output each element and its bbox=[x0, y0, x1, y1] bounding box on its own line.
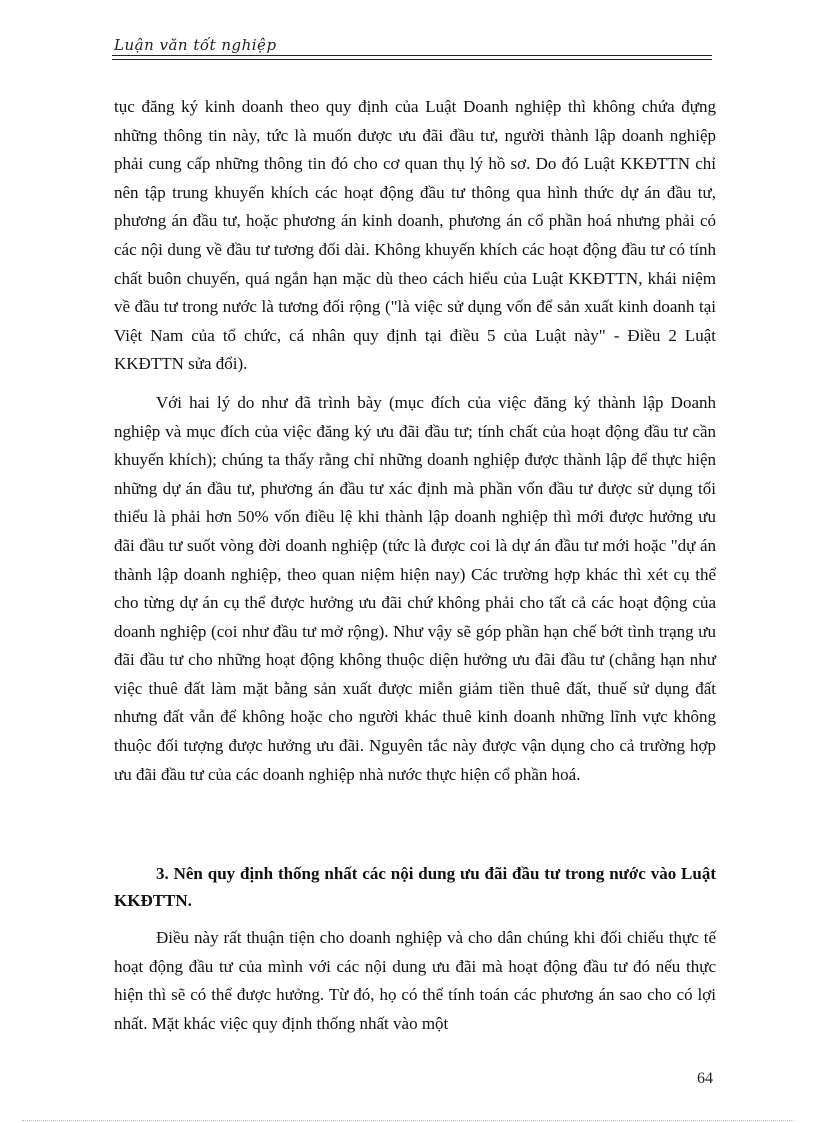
paragraph-2: Với hai lý do như đã trình bày (mục đích của việc đăng ký thành lập Doanh nghiệp và mục đích của việc đăng ký ưu đãi đầu tư; tính chất của hoạt động đầu tư cần khuyến khích); chúng ta thấy rằng chỉ những doanh nghiệp được thành lập để thực hiện những dự án đầu tư, phương án đầu tư xác định mà phần vốn đầu tư được sử dụng tối thiểu là phải hơn 50% vốn điều lệ khi thành lập doanh nghiệp thì mới được hưởng ưu đãi đầu tư suốt vòng đời doanh nghiệp (tức là được coi là dự án đầu tư mới hoặc "dự án thành lập doanh nghiệp, theo quan niệm hiện nay) Các trường hợp khác thì xét cụ thể cho từng dự án cụ thể được hưởng ưu đãi chứ không phải cho tất cả các hoạt động của doanh nghiệp (coi như đầu tư mở rộng). Như vậy sẽ góp phần hạn chế bớt tình trạng ưu đãi đầu tư cho những hoạt động không thuộc diện hưởng ưu đãi đầu tư (chẳng hạn như việc thuê đất làm mặt bằng sản xuất được miễn giảm tiền thuê đất, thuế sử dụng đất nhưng đất vẫn để không hoặc cho người khác thuê kinh doanh những lĩnh vực không thuộc đối tượng được hưởng ưu đãi. Nguyên tắc này được vận dụng cho cả trường hợp ưu đãi đầu tư của các doanh nghiệp nhà nước thực hiện cổ phần hoá. bbox=[114, 392, 716, 784]
header-rule bbox=[112, 55, 712, 56]
page-number: 64 bbox=[697, 1070, 713, 1087]
header-rule-thin bbox=[112, 59, 712, 60]
paragraph-1: tục đăng ký kinh doanh theo quy định của Luật Doanh nghiệp thì không chứa đựng những thông tin này, tức là muốn được ưu đãi đầu tư, người thành lập doanh nghiệp phải cung cấp những thông tin đó cho cơ quan thụ lý hồ sơ. Do đó Luật KKĐTTN chỉ nên tập trung khuyến khích các hoạt động đầu tư thông qua hình thức dự án đầu tư, phương án đầu tư, hoặc phương án kinh doanh, phương án cổ phần hoá nhưng phải có các nội dung về đầu tư tương đối dài. Không khuyến khích các hoạt động đầu tư có tính chất buôn chuyến, quá ngắn hạn mặc dù theo cách hiểu của Luật KKĐTTN, khái niệm về đầu tư trong nước là tương đối rộng ("là việc sử dụng vốn để sản xuất kinh doanh tại Việt Nam của tổ chức, cá nhân quy định tại điều 5 của Luật này" - Điều 2 Luật KKĐTTN sửa đổi). bbox=[114, 97, 716, 374]
footer-divider bbox=[22, 1120, 794, 1121]
running-header: Luận văn tốt nghiệp bbox=[114, 36, 277, 54]
section-heading: 3. Nên quy định thống nhất các nội dung ưu đãi đầu tư trong nước vào Luật KKĐTTN. bbox=[114, 864, 716, 910]
paragraph-3: Điều này rất thuận tiện cho doanh nghiệp và cho dân chúng khi đối chiếu thực tế hoạt động đầu tư của mình với các nội dung ưu đãi mà hoạt động đầu tư đó nếu thực hiện thì sẽ có thể được hưởng. Từ đó, họ có thể tính toán các phương án sao cho có lợi nhất. Mặt khác việc quy định thống nhất vào một bbox=[114, 928, 716, 1033]
body-text bbox=[114, 93, 716, 799]
